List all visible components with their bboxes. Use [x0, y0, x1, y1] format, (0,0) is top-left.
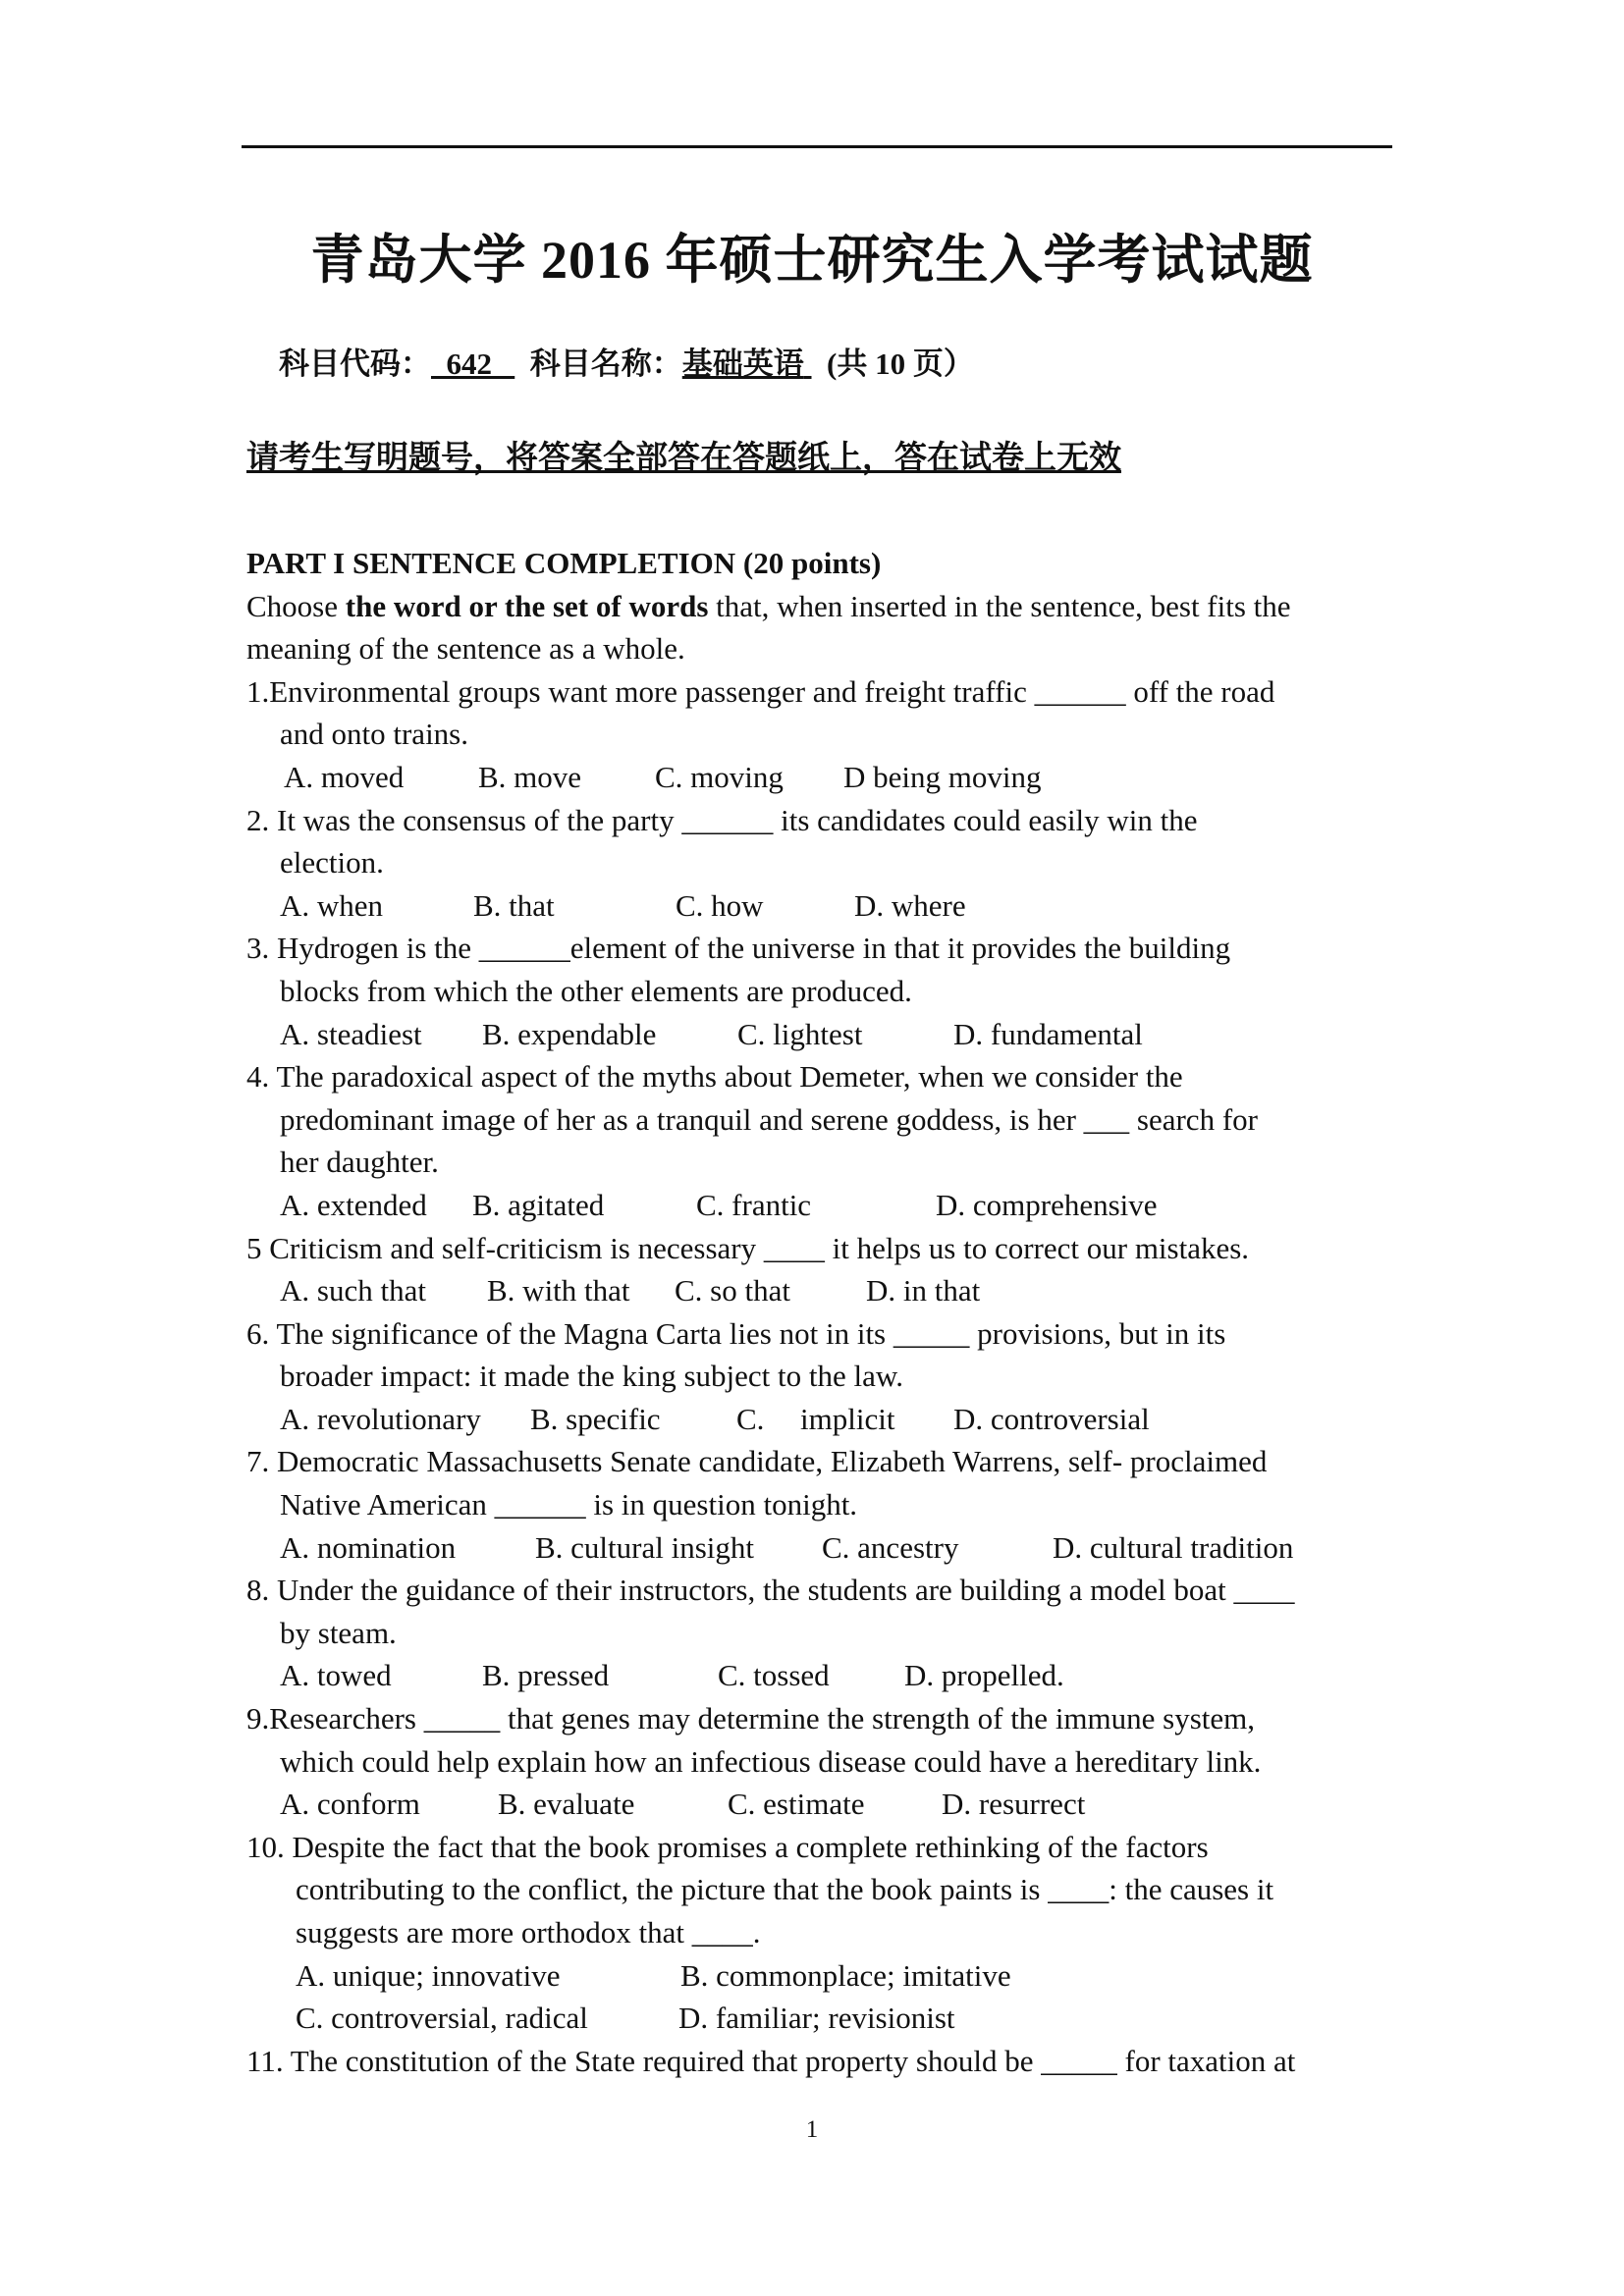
- question-stem-cont: contributing to the conflict, the picture that the book paints is ____: the causes it: [296, 1872, 1274, 1907]
- option: C.: [736, 1401, 765, 1436]
- option: C. so that: [675, 1273, 790, 1308]
- option: D. resurrect: [942, 1787, 1086, 1822]
- option: A. towed: [280, 1658, 392, 1693]
- option: A. such that: [280, 1273, 426, 1308]
- option: C. moving: [655, 759, 784, 794]
- question-stem-cont: predominant image of her as a tranquil and serene goddess, is her ___ search for: [280, 1101, 1258, 1137]
- answer-options: [246, 884, 1395, 928]
- exam-meta: [279, 339, 974, 383]
- option: D. fundamental: [953, 1016, 1143, 1051]
- exam-notice: 请考生写明题号，将答案全部答在答题纸上，答在试卷上无效: [246, 441, 1121, 476]
- option: implicit: [800, 1401, 895, 1436]
- question-stem-cont: broader impact: it made the king subject to the law.: [280, 1359, 904, 1394]
- answer-options: [246, 1398, 1395, 1441]
- question-stem: 4. The paradoxical aspect of the myths about Demeter, when we consider the: [246, 1059, 1183, 1095]
- option: D. propelled.: [904, 1658, 1064, 1693]
- question-stem: 2. It was the consensus of the party ______ its candidates could easily win the: [246, 802, 1198, 837]
- answer-options: [246, 1269, 1395, 1312]
- question-body: [246, 542, 1395, 2082]
- answer-options: [246, 1013, 1395, 1056]
- option: C. estimate: [728, 1787, 865, 1822]
- question-stem: 8. Under the guidance of their instructors, the students are building a model boat ____: [246, 1573, 1295, 1608]
- answer-options: [246, 1184, 1395, 1227]
- option: D. cultural tradition: [1053, 1529, 1294, 1565]
- option: B. that: [473, 887, 555, 923]
- option: C. how: [676, 887, 764, 923]
- option: B. specific: [530, 1401, 661, 1436]
- answer-options: [246, 1654, 1395, 1697]
- question-stem: 9.Researchers _____ that genes may determine the strength of the immune system,: [246, 1701, 1256, 1736]
- option: C. lightest: [737, 1016, 863, 1051]
- option: C. ancestry: [822, 1529, 959, 1565]
- subject-code-value: 642: [446, 347, 492, 381]
- option: A. steadiest: [280, 1016, 422, 1051]
- option: C. frantic: [696, 1187, 812, 1222]
- page-number: 1: [805, 2116, 819, 2143]
- option: C. tossed: [718, 1658, 830, 1693]
- question-stem-cont: suggests are more orthodox that ____.: [296, 1915, 761, 1949]
- option: A. revolutionary: [280, 1401, 481, 1436]
- question-stem: 1.Environmental groups want more passenger and freight traffic ______ off the road: [246, 673, 1275, 709]
- question-stem-cont: which could help explain how an infectious disease could have a hereditary link.: [280, 1743, 1262, 1779]
- question-stem-cont: by steam.: [280, 1615, 397, 1650]
- subject-name-label: 科目名称：: [529, 347, 682, 381]
- option: D. where: [854, 887, 966, 923]
- option: B. with that: [487, 1273, 630, 1308]
- option: D. comprehensive: [936, 1187, 1158, 1222]
- question-stem: 7. Democratic Massachusetts Senate candidate, Elizabeth Warrens, self- proclaimed: [246, 1444, 1268, 1479]
- question-stem: 10. Despite the fact that the book promises a complete rethinking of the factors: [246, 1829, 1209, 1864]
- question-stem-cont: blocks from which the other elements are produced.: [280, 973, 912, 1008]
- option: B. move: [478, 759, 582, 794]
- option: B. agitated: [472, 1187, 605, 1222]
- question-stem: 5 Criticism and self-criticism is necessary ____ it helps us to correct our mistakes.: [246, 1230, 1250, 1265]
- option: D. in that: [866, 1273, 981, 1308]
- part-heading: PART I SENTENCE COMPLETION (20 points): [246, 546, 882, 580]
- answer-options: [246, 1783, 1395, 1826]
- option: A. nomination: [280, 1529, 457, 1565]
- option: A. extended: [280, 1187, 427, 1222]
- option: D. familiar; revisionist: [678, 2001, 955, 2036]
- option: A. when: [280, 887, 384, 923]
- option: A. moved: [284, 759, 405, 794]
- question-stem-cont: election.: [280, 845, 384, 881]
- answer-options: [246, 1997, 1395, 2040]
- question-stem: 11. The constitution of the State required that property should be _____ for taxation at: [246, 2043, 1296, 2078]
- page-title: 青岛大学 2016 年硕士研究生入学考试试题: [310, 231, 1314, 290]
- instructions-cont: meaning of the sentence as a whole.: [246, 631, 685, 667]
- subject-name-value: 基础英语: [681, 347, 804, 381]
- option: B. evaluate: [498, 1787, 635, 1822]
- answer-options: [246, 1954, 1395, 1998]
- option: A. conform: [280, 1787, 420, 1822]
- option: B. cultural insight: [535, 1529, 755, 1565]
- subject-code-label: 科目代码：: [279, 347, 431, 381]
- option: A. unique; innovative: [296, 1957, 561, 1993]
- question-stem-cont: Native American ______ is in question tonight.: [280, 1487, 858, 1522]
- option: B. commonplace; imitative: [680, 1957, 1011, 1993]
- instructions: Choose the word or the set of words that, when inserted in the sentence, best fits the: [246, 588, 1291, 623]
- answer-options: [246, 1526, 1395, 1570]
- question-stem-cont: and onto trains.: [280, 717, 468, 752]
- question-stem: 3. Hydrogen is the ______element of the universe in that it provides the building: [246, 931, 1231, 966]
- option: B. pressed: [482, 1658, 610, 1693]
- option: D. controversial: [953, 1401, 1150, 1436]
- header-rule: [242, 145, 1392, 148]
- option: B. expendable: [482, 1016, 657, 1051]
- page-count: (共 10 页）: [827, 347, 974, 381]
- question-stem: 6. The significance of the Magna Carta lies not in its _____ provisions, but in its: [246, 1315, 1226, 1351]
- answer-options: [246, 756, 1395, 799]
- question-stem-cont: her daughter.: [280, 1145, 439, 1180]
- option: C. controversial, radical: [296, 2001, 588, 2036]
- option: D being moving: [843, 759, 1042, 794]
